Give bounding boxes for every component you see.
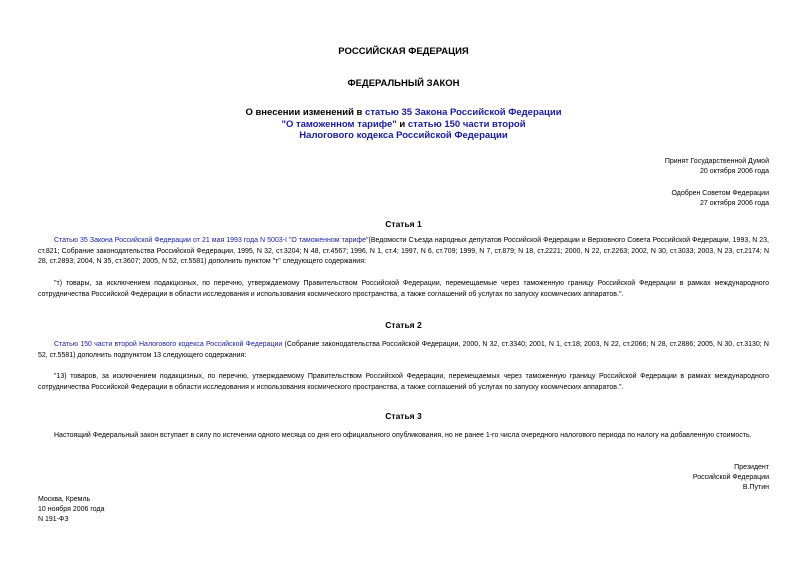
title-link-article35[interactable]: статью 35 Закона Российской Федерации	[365, 107, 562, 118]
country-heading: РОССИЙСКАЯ ФЕДЕРАЦИЯ	[338, 46, 469, 57]
law-type-heading: ФЕДЕРАЛЬНЫЙ ЗАКОН	[347, 78, 460, 89]
title-link-article150[interactable]: статью 150 части второй	[407, 118, 526, 130]
signature-line3: В.Путин	[742, 484, 769, 491]
signature-line2: Российской Федерации	[692, 474, 769, 481]
duma-line2: 20 октября 2006 года	[700, 168, 769, 175]
article2-heading: Статья 2	[385, 320, 422, 330]
article2-quote	[38, 372, 769, 393]
title-link-customs-tariff[interactable]: "О таможенном тарифе"	[281, 118, 397, 130]
article3-heading: Статья 3	[385, 411, 422, 421]
article2-body: (Собрание законодательства Российской Федерации, 2000, N 32, ст.3340; 2001, N 1, ст.18; 2003, N 22, ст.2066; N 28, ст.2886; 2005, N 30, ст.3130; N 52, ст.5581) дополнить подпунктом 13 следующего содержания:	[38, 341, 769, 359]
law-title	[0, 107, 807, 142]
duma-line1: Принят Государственной Думой	[664, 158, 769, 165]
council-line1: Одобрен Советом Федерации	[671, 190, 769, 197]
article2-text	[38, 340, 769, 361]
council-line2: 27 октября 2006 года	[700, 200, 769, 207]
title-link-tax-code[interactable]: Налогового кодекса Российской Федерации	[299, 130, 508, 141]
title-mid: и	[396, 118, 408, 130]
adoption-duma	[665, 157, 769, 177]
place-line2: 10 ноября 2006 года	[38, 506, 105, 513]
article1-heading: Статья 1	[385, 219, 422, 229]
article1-text	[38, 236, 769, 268]
article1-quote	[38, 279, 769, 300]
article2-quote-text: "13) товаров, за исключением подакцизных, по перечню, утверждаемому Правительством Российской Федерации, перемещаемых через таможенную границу Российской Федерации в рамках международного сотрудничества Российской Федерации в области исследования и использования космического пространства, а также соглашений об услугах по запуску космических аппаратов.".	[38, 373, 769, 391]
place-line1: Москва, Кремль	[38, 496, 91, 503]
signature-line1: Президент	[734, 464, 769, 471]
adoption-council	[671, 189, 769, 209]
article1-quote-text: "т) товары, за исключением подакцизных, по перечню, утверждаемому Правительством Российской Федерации, перемещаемые через таможенную границу Российской Федерации в рамках международного сотрудничества Российской Федерации в области исследования и использования космического пространства, а также соглашений об услугах по запуску космических аппаратов.".	[38, 280, 769, 298]
article3-body: Настоящий Федеральный закон вступает в силу по истечении одного месяца со дня его официального опубликования, но не ранее 1-го числа очередного налогового периода по налогу на добавленную стоимость.	[54, 432, 752, 439]
title-prefix: О внесении изменений в	[245, 107, 366, 118]
place-date-block	[38, 495, 104, 525]
article3-text	[38, 431, 769, 442]
place-line3: N 191-ФЗ	[38, 516, 69, 523]
article2-link[interactable]: Статью 150 части второй Налогового кодекса Российской Федерации	[54, 341, 283, 348]
article1-body: (Ведомости Съезда народных депутатов Российской Федерации и Верховного Совета Российской Федерации, 1993, N 23, ст.821; Собрание законодательства Российской Федерации, 1995, N 32, ст.3204; N 48, ст.4567; 1996, N 1, ст.4; 1997, N 6, ст.709; 1999, N 7, ст.879; N 18, ст.2221; 2000, N 22, ст.2263; 2002, N 30, ст.3033; 2003, N 23, ст.2174; N 28, ст.2893; 2004, N 35, ст.3607; 2005, N 52, ст.5581) дополнить пунктом "т" следующего содержания:	[38, 237, 769, 265]
signature-block	[693, 463, 769, 493]
article1-link[interactable]: Статью 35 Закона Российской Федерации от 21 мая 1993 года N 5003-I "О таможенном тарифе"	[54, 237, 369, 244]
